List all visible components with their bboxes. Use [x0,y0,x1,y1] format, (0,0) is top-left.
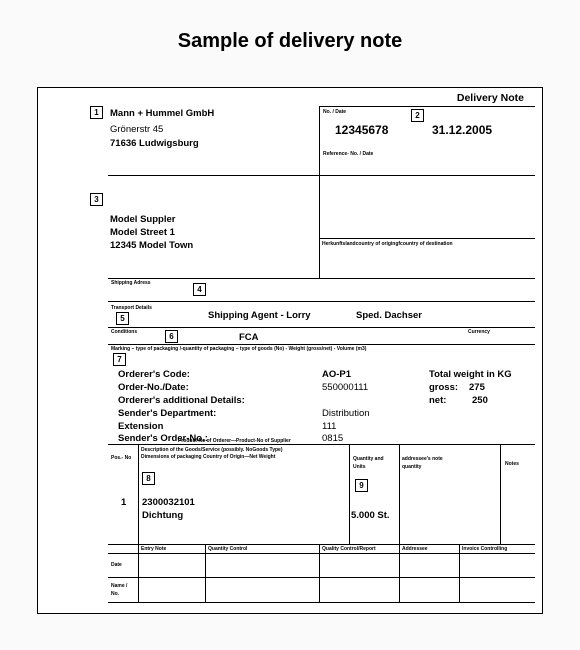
orderer-code-value: AO-P1 [322,369,352,380]
order-number-label: Order-No./Date: [118,382,189,393]
net-label: net: [429,395,447,406]
divider [319,238,535,239]
currency-label: Currency [468,329,490,335]
divider [319,175,535,176]
divider [108,278,535,279]
sender-street: Grönerstr 45 [110,124,164,135]
sender-order-value: 0815 [322,433,344,444]
divider [319,544,320,602]
delivery-date: 31.12.2005 [432,123,493,137]
divider [108,577,535,578]
divider [500,444,501,544]
reference-label: Reference- No. / Date [323,151,374,157]
notes-header: Notes [505,461,519,467]
gross-label: gross: [429,382,459,393]
no-date-label: No. / Date [323,109,347,115]
divider [108,602,535,603]
field-number-7: 7 [113,353,126,366]
field-number-3: 3 [90,193,103,206]
item-name: Dichtung [142,510,184,521]
sender-city: 71636 Ludwigsburg [110,138,199,149]
shipping-company: Sped. Dachser [356,310,422,321]
addressee-header: addressee's note quantity [402,456,443,470]
item-quantity: 5.000 St. [351,510,390,521]
delivery-note-form [37,87,543,614]
divider [459,544,460,602]
quantity-control-header: Quantity Control [208,546,248,552]
field-number-8: 8 [142,472,155,485]
conditions-value: FCA [239,332,259,343]
divider [399,444,400,544]
divider [108,327,535,328]
divider [319,106,535,107]
divider [138,444,139,544]
marking-label: Marking – type of packaging /-quantity of packaging – type of goods (No) - Weight (gross/net) - Volume (m3) [111,346,367,352]
description-header: Description of the Goods/Service (possibly. NoGoods Type) Dimensions of packaging Country of Origin—Net Weight [141,447,283,460]
sender-department-value: Distribution [322,408,370,419]
conditions-label: Conditions [111,329,138,335]
origin-label: Herkunftslandcountry of origingfcountry of destination [322,241,453,247]
divider [108,175,320,176]
transport-label: Transport Details [111,305,152,311]
field-number-5: 5 [116,312,129,325]
sender-order-label: Sender's Order-No.: [118,433,208,444]
order-number-value: 550000111 [322,382,369,393]
recipient-city: 12345 Model Town [110,240,194,251]
total-weight-title: Total weight in KG [429,369,512,380]
quality-control-header: Quality Control/Report [322,546,376,552]
date-label: Date [111,562,122,568]
orderer-details-label: Orderer's additional Details: [118,395,245,406]
divider [108,544,535,545]
field-number-1: 1 [90,106,103,119]
entry-note-header: Entry Note [141,546,167,552]
document-label: Delivery Note [456,92,524,104]
invoice-controlling-header: Invoice Controlling [462,546,508,552]
delivery-number: 12345678 [335,123,389,137]
divider [349,444,350,544]
pos-header: Pos.- No [111,455,132,461]
orderer-code-label: Orderer's Code: [118,369,190,380]
field-number-2: 2 [411,109,424,122]
field-number-6: 6 [165,330,178,343]
field-number-4: 4 [193,283,206,296]
divider [108,344,535,345]
net-value: 250 [472,395,488,406]
divider [399,544,400,602]
recipient-street: Model Street 1 [110,227,175,238]
item-code: 2300032101 [142,497,195,508]
sender-name: Mann + Hummel GmbH [110,108,215,119]
extension-value: 111 [322,421,337,432]
page-title: Sample of delivery note [177,30,403,52]
sender-department-label: Sender's Department: [118,408,217,419]
shipping-address-label: Shipping Adress [111,280,151,286]
divider [108,301,535,302]
quantity-header: Quantity and Units [353,456,384,470]
divider [108,444,535,445]
addressee-column-header: Addressee [402,546,428,552]
field-number-9: 9 [355,479,368,492]
item-pos: 1 [121,497,127,508]
name-number-label: Name / No. [111,583,128,597]
shipping-agent: Shipping Agent - Lorry [208,310,311,321]
extension-label: Extension [118,421,164,432]
divider [108,553,535,554]
gross-value: 275 [469,382,485,393]
divider [138,544,139,602]
product-number-note: Product-No of Orderer—Product-No of Supplier [178,438,291,444]
recipient-name: Model Suppler [110,214,176,225]
divider [319,106,320,278]
divider [205,544,206,602]
